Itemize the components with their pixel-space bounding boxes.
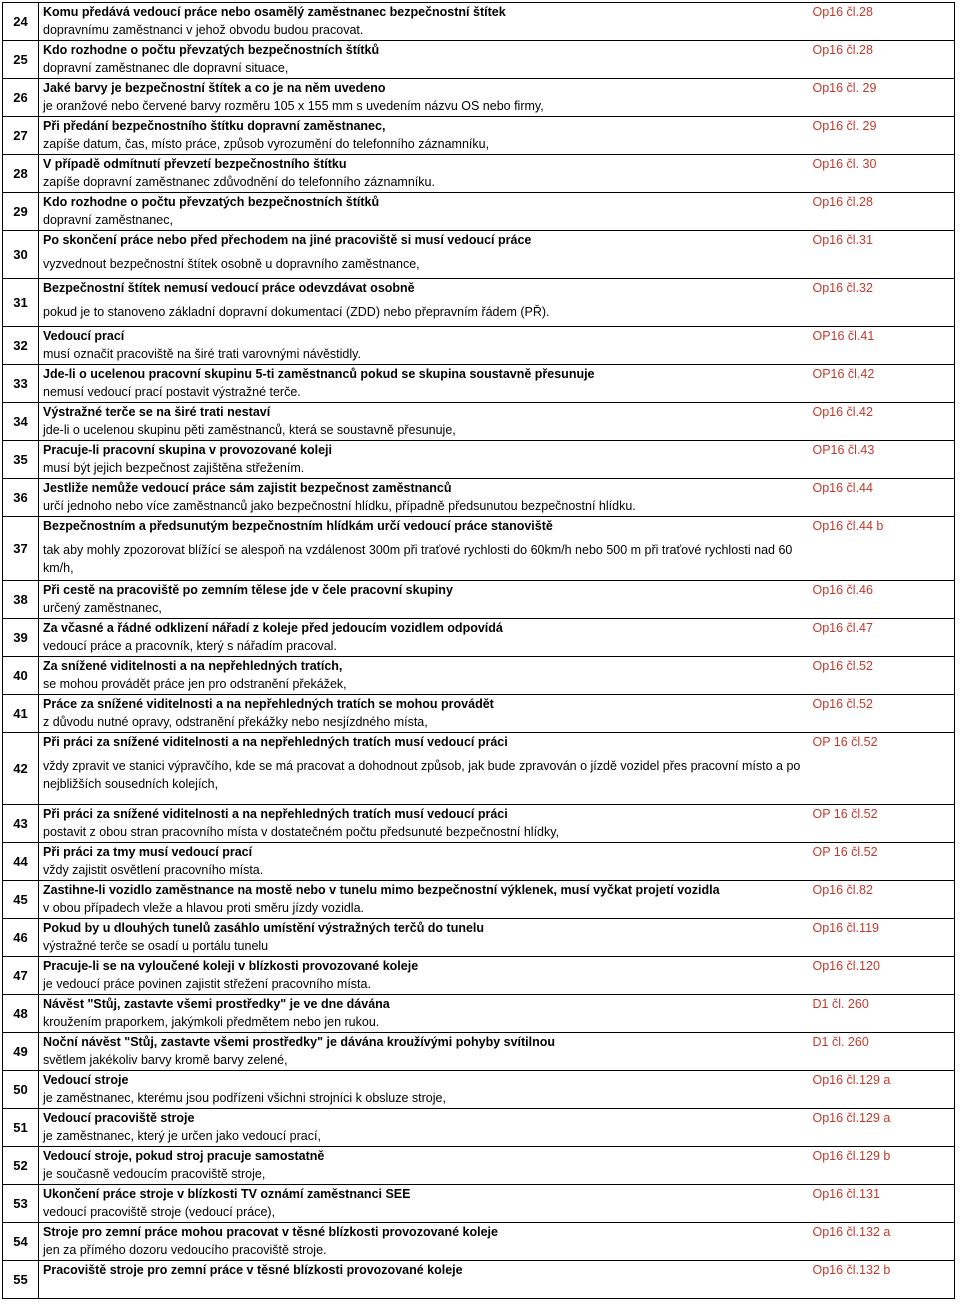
table-row	[3, 79, 955, 117]
answer-text: je současně vedoucím pracoviště stroje,	[43, 1167, 266, 1181]
answer-text: postavit z obou stran pracovního místa v dostatečném počtu předsunuté bezpečnostní hlídky,	[43, 825, 560, 839]
reference-text: Op16 čl.52	[812, 659, 873, 673]
reference-cell	[811, 957, 955, 995]
row-number: 52	[3, 1147, 39, 1185]
question-cell	[39, 365, 811, 403]
table-row	[3, 733, 955, 805]
reference-text: Op16 čl.44	[812, 481, 873, 495]
table-row	[3, 193, 955, 231]
reference-cell	[811, 919, 955, 957]
reference-text: D1 čl. 260	[812, 997, 869, 1011]
answer-text: vždy zpravit ve stanici výpravčího, kde se má pracovat a dohodnout způsob, jak bude zpravován o jízdě vozidel přes pracovní místo a po nejbližších sousedních kolejích,	[43, 759, 801, 791]
question-cell	[39, 1185, 811, 1223]
table-row	[3, 657, 955, 695]
reference-cell	[811, 995, 955, 1033]
row-number: 26	[3, 79, 39, 117]
answer-text: pokud je to stanoveno základní dopravní dokumentací (ZDD) nebo přepravním řádem (PŘ).	[43, 305, 550, 319]
reference-cell	[811, 1033, 955, 1071]
question-cell	[39, 117, 811, 155]
table-row	[3, 957, 955, 995]
answer-text: určí jednoho nebo více zaměstnanců jako bezpečnostní hlídku, případně předsunutou bezpečnostní hlídku.	[43, 499, 636, 513]
question-text: Při předání bezpečnostního štítku dopravní zaměstnanec,	[43, 119, 386, 133]
row-number: 42	[3, 733, 39, 805]
answer-text: tak aby mohly zpozorovat blížící se alespoň na vzdálenost 300m při traťové rychlosti do 60km/h nebo 500 m při traťové rychlosti nad 60 km/h,	[43, 543, 793, 575]
answer-text: je oranžové nebo červené barvy rozměru 105 x 155 mm s uvedením názvu OS nebo firmy,	[43, 99, 544, 113]
table-row	[3, 805, 955, 843]
reference-text: Op16 čl.132 b	[812, 1263, 891, 1277]
table-row	[3, 3, 955, 41]
answer-text: je zaměstnanec, kterému jsou podřízeni všichni strojníci k obsluze stroje,	[43, 1091, 446, 1105]
reference-text: Op16 čl.132 a	[812, 1225, 891, 1239]
table-row	[3, 231, 955, 279]
answer-text: výstražné terče se osadí u portálu tunelu	[43, 939, 269, 953]
answer-text: z důvodu nutné opravy, odstranění překážky nebo nesjízdného místa,	[43, 715, 428, 729]
answer-text: vedoucí pracoviště stroje (vedoucí práce),	[43, 1205, 276, 1219]
reference-cell	[811, 1261, 955, 1299]
row-number: 51	[3, 1109, 39, 1147]
question-text: Při práci za snížené viditelnosti a na nepřehledných tratích musí vedoucí práci	[43, 735, 508, 749]
question-cell	[39, 657, 811, 695]
table-row	[3, 843, 955, 881]
reference-cell	[811, 441, 955, 479]
table-row	[3, 1185, 955, 1223]
reference-text: OP16 čl.41	[812, 329, 875, 343]
reference-text: Op16 čl.129 a	[812, 1111, 891, 1125]
reference-text: Op16 čl.52	[812, 697, 873, 711]
reference-text: Op16 čl.131	[812, 1187, 880, 1201]
reference-cell	[811, 1223, 955, 1261]
reference-text: OP 16 čl.52	[812, 845, 878, 859]
question-cell	[39, 441, 811, 479]
answer-text: určený zaměstnanec,	[43, 601, 162, 615]
answer-text: vyzvednout bezpečnostní štítek osobně u dopravního zaměstnance,	[43, 257, 420, 271]
reference-text: OP 16 čl.52	[812, 735, 878, 749]
row-number: 24	[3, 3, 39, 41]
question-text: Jaké barvy je bezpečnostní štítek a co je na něm uvedeno	[43, 81, 386, 95]
row-number: 28	[3, 155, 39, 193]
question-text: Pracuje-li se na vyloučené koleji v blízkosti provozované koleje	[43, 959, 419, 973]
table-row	[3, 441, 955, 479]
row-number: 55	[3, 1261, 39, 1299]
reference-cell	[811, 365, 955, 403]
question-table-body	[3, 3, 955, 1299]
question-cell	[39, 843, 811, 881]
table-row	[3, 619, 955, 657]
row-number: 39	[3, 619, 39, 657]
reference-text: Op16 čl.120	[812, 959, 880, 973]
question-text: Ukončení práce stroje v blízkosti TV oznámí zaměstnanci SEE	[43, 1187, 411, 1201]
reference-text: Op16 čl. 29	[812, 119, 877, 133]
question-text: Bezpečnostním a předsunutým bezpečnostním hlídkám určí vedoucí práce stanoviště	[43, 519, 553, 533]
row-number: 35	[3, 441, 39, 479]
answer-text: vždy zajistit osvětlení pracovního místa.	[43, 863, 264, 877]
row-number: 37	[3, 517, 39, 581]
table-row	[3, 1147, 955, 1185]
table-row	[3, 403, 955, 441]
reference-cell	[811, 193, 955, 231]
reference-text: Op16 čl.28	[812, 43, 873, 57]
question-text: Výstražné terče se na širé trati nestaví	[43, 405, 271, 419]
reference-cell	[811, 581, 955, 619]
reference-cell	[811, 517, 955, 581]
table-row	[3, 327, 955, 365]
reference-text: Op16 čl. 29	[812, 81, 877, 95]
table-row	[3, 41, 955, 79]
reference-cell	[811, 155, 955, 193]
question-text: Vedoucí pracoviště stroje	[43, 1111, 195, 1125]
reference-text: Op16 čl.129 b	[812, 1149, 891, 1163]
reference-text: Op16 čl.42	[812, 405, 873, 419]
table-row	[3, 919, 955, 957]
reference-text: Op16 čl.47	[812, 621, 873, 635]
answer-text: nemusí vedoucí prací postavit výstražné terče.	[43, 385, 301, 399]
row-number: 46	[3, 919, 39, 957]
row-number: 48	[3, 995, 39, 1033]
question-text: Práce za snížené viditelnosti a na nepřehledných tratích se mohou provádět	[43, 697, 494, 711]
question-cell	[39, 695, 811, 733]
row-number: 47	[3, 957, 39, 995]
question-cell	[39, 517, 811, 581]
table-row	[3, 881, 955, 919]
answer-text: jde-li o ucelenou skupinu pěti zaměstnanců, která se soustavně přesunuje,	[43, 423, 456, 437]
answer-text: musí označit pracoviště na širé trati varovnými návěstidly.	[43, 347, 361, 361]
table-row	[3, 695, 955, 733]
question-cell	[39, 995, 811, 1033]
question-text: Návěst "Stůj, zastavte všemi prostředky" je ve dne dávána	[43, 997, 390, 1011]
row-number: 40	[3, 657, 39, 695]
reference-cell	[811, 41, 955, 79]
question-text: Kdo rozhodne o počtu převzatých bezpečnostních štítků	[43, 195, 380, 209]
reference-cell	[811, 403, 955, 441]
row-number: 38	[3, 581, 39, 619]
question-text: Při cestě na pracoviště po zemním tělese jde v čele pracovní skupiny	[43, 583, 453, 597]
reference-cell	[811, 327, 955, 365]
question-text: Vedoucí stroje, pokud stroj pracuje samostatně	[43, 1149, 325, 1163]
question-cell	[39, 1147, 811, 1185]
reference-text: OP16 čl.43	[812, 443, 875, 457]
question-cell	[39, 155, 811, 193]
question-text: Při práci za tmy musí vedoucí prací	[43, 845, 253, 859]
question-cell	[39, 619, 811, 657]
question-text: Bezpečnostní štítek nemusí vedoucí práce odevzdávat osobně	[43, 281, 415, 295]
reference-text: Op16 čl. 30	[812, 157, 877, 171]
answer-text: se mohou provádět práce jen pro odstranění překážek,	[43, 677, 347, 691]
question-cell	[39, 1109, 811, 1147]
table-row	[3, 479, 955, 517]
question-cell	[39, 1033, 811, 1071]
answer-text: dopravní zaměstnanec dle dopravní situace,	[43, 61, 289, 75]
reference-text: Op16 čl.31	[812, 233, 873, 247]
table-row	[3, 1223, 955, 1261]
question-text: Zastihne-li vozidlo zaměstnance na mostě nebo v tunelu mimo bezpečnostní výklenek, musí vyčkat projetí vozidla	[43, 883, 720, 897]
row-number: 41	[3, 695, 39, 733]
row-number: 54	[3, 1223, 39, 1261]
row-number: 50	[3, 1071, 39, 1109]
question-text: Za snížené viditelnosti a na nepřehledných tratích,	[43, 659, 343, 673]
question-text: Jde-li o ucelenou pracovní skupinu 5-ti zaměstnanců pokud se skupina soustavně přesunuje	[43, 367, 595, 381]
reference-cell	[811, 695, 955, 733]
answer-text: zapíše dopravní zaměstnanec zdůvodnění do telefonního záznamníku.	[43, 175, 435, 189]
answer-text: musí být jejich bezpečnost zajištěna střežením.	[43, 461, 305, 475]
answer-text: dopravní zaměstnanec,	[43, 213, 173, 227]
reference-cell	[811, 805, 955, 843]
question-text: Noční návěst "Stůj, zastavte všemi prostředky" je dávána kroužívými pohyby svítilnou	[43, 1035, 556, 1049]
table-row	[3, 995, 955, 1033]
answer-text: vedoucí práce a pracovník, který s nářadím pracoval.	[43, 639, 337, 653]
table-row	[3, 117, 955, 155]
question-text: Kdo rozhodne o počtu převzatých bezpečnostních štítků	[43, 43, 380, 57]
reference-cell	[811, 1185, 955, 1223]
reference-text: Op16 čl.28	[812, 5, 873, 19]
reference-cell	[811, 733, 955, 805]
question-text: Stroje pro zemní práce mohou pracovat v těsné blízkosti provozované koleje	[43, 1225, 498, 1239]
question-cell	[39, 1261, 811, 1299]
question-text: Pracuje-li pracovní skupina v provozované koleji	[43, 443, 332, 457]
reference-cell	[811, 79, 955, 117]
table-row	[3, 279, 955, 327]
row-number: 34	[3, 403, 39, 441]
question-table-sheet	[2, 2, 954, 1299]
question-text: Za včasné a řádné odklizení nářadí z koleje před jedoucím vozidlem odpovídá	[43, 621, 503, 635]
row-number: 31	[3, 279, 39, 327]
question-text: Komu předává vedoucí práce nebo osamělý zaměstnanec bezpečnostní štítek	[43, 5, 506, 19]
reference-cell	[811, 117, 955, 155]
row-number: 29	[3, 193, 39, 231]
answer-text: v obou případech vleže a hlavou proti směru jízdy vozidla.	[43, 901, 365, 915]
question-cell	[39, 327, 811, 365]
question-text: Pokud by u dlouhých tunelů zasáhlo umístění výstražných terčů do tunelu	[43, 921, 485, 935]
reference-text: Op16 čl.28	[812, 195, 873, 209]
question-text: Po skončení práce nebo před přechodem na jiné pracoviště si musí vedoucí práce	[43, 233, 532, 247]
reference-cell	[811, 279, 955, 327]
question-cell	[39, 805, 811, 843]
reference-text: OP16 čl.42	[812, 367, 875, 381]
answer-text: světlem jakékoliv barvy kromě barvy zelené,	[43, 1053, 288, 1067]
row-number: 27	[3, 117, 39, 155]
question-text: Jestliže nemůže vedoucí práce sám zajistit bezpečnost zaměstnanců	[43, 481, 452, 495]
question-cell	[39, 479, 811, 517]
row-number: 25	[3, 41, 39, 79]
table-row	[3, 365, 955, 403]
answer-text: dopravnímu zaměstnanci v jehož obvodu budou pracovat.	[43, 23, 364, 37]
table-row	[3, 1261, 955, 1299]
question-cell	[39, 919, 811, 957]
reference-cell	[811, 619, 955, 657]
row-number: 30	[3, 231, 39, 279]
reference-cell	[811, 231, 955, 279]
row-number: 32	[3, 327, 39, 365]
answer-text: zapíše datum, čas, místo práce, způsob vyrozumění do telefonního záznamníku,	[43, 137, 490, 151]
reference-text: Op16 čl.119	[812, 921, 879, 935]
reference-text: D1 čl. 260	[812, 1035, 869, 1049]
row-number: 53	[3, 1185, 39, 1223]
reference-cell	[811, 1147, 955, 1185]
reference-cell	[811, 881, 955, 919]
reference-cell	[811, 1071, 955, 1109]
question-table	[2, 2, 955, 1299]
question-cell	[39, 79, 811, 117]
question-cell	[39, 279, 811, 327]
row-number: 36	[3, 479, 39, 517]
question-cell	[39, 231, 811, 279]
table-row	[3, 155, 955, 193]
question-text: V případě odmítnutí převzetí bezpečnostního štítku	[43, 157, 347, 171]
reference-text: Op16 čl.32	[812, 281, 873, 295]
question-cell	[39, 3, 811, 41]
row-number: 43	[3, 805, 39, 843]
question-cell	[39, 41, 811, 79]
question-cell	[39, 1223, 811, 1261]
question-cell	[39, 1071, 811, 1109]
reference-text: Op16 čl.46	[812, 583, 873, 597]
row-number: 49	[3, 1033, 39, 1071]
reference-text: Op16 čl.44 b	[812, 519, 884, 533]
reference-text: Op16 čl.129 a	[812, 1073, 891, 1087]
reference-text: Op16 čl.82	[812, 883, 873, 897]
row-number: 44	[3, 843, 39, 881]
reference-cell	[811, 657, 955, 695]
reference-cell	[811, 3, 955, 41]
table-row	[3, 1109, 955, 1147]
table-row	[3, 517, 955, 581]
row-number: 45	[3, 881, 39, 919]
row-number: 33	[3, 365, 39, 403]
table-row	[3, 581, 955, 619]
question-text: Vedoucí stroje	[43, 1073, 129, 1087]
answer-text: je zaměstnanec, který je určen jako vedoucí prací,	[43, 1129, 321, 1143]
question-text: Vedoucí prací	[43, 329, 125, 343]
question-text: Při práci za snížené viditelnosti a na nepřehledných tratích musí vedoucí práci	[43, 807, 508, 821]
answer-text: jen za přímého dozoru vedoucího pracoviště stroje.	[43, 1243, 327, 1257]
reference-text: OP 16 čl.52	[812, 807, 878, 821]
question-cell	[39, 193, 811, 231]
question-text: Pracoviště stroje pro zemní práce v těsné blízkosti provozované koleje	[43, 1263, 463, 1277]
question-cell	[39, 733, 811, 805]
answer-text: je vedoucí práce povinen zajistit střežení pracovního místa.	[43, 977, 371, 991]
question-cell	[39, 957, 811, 995]
question-cell	[39, 881, 811, 919]
reference-cell	[811, 843, 955, 881]
question-cell	[39, 581, 811, 619]
answer-text: kroužením praporkem, jakýmkoli předmětem nebo jen rukou.	[43, 1015, 380, 1029]
table-row	[3, 1033, 955, 1071]
question-cell	[39, 403, 811, 441]
reference-cell	[811, 479, 955, 517]
table-row	[3, 1071, 955, 1109]
reference-cell	[811, 1109, 955, 1147]
